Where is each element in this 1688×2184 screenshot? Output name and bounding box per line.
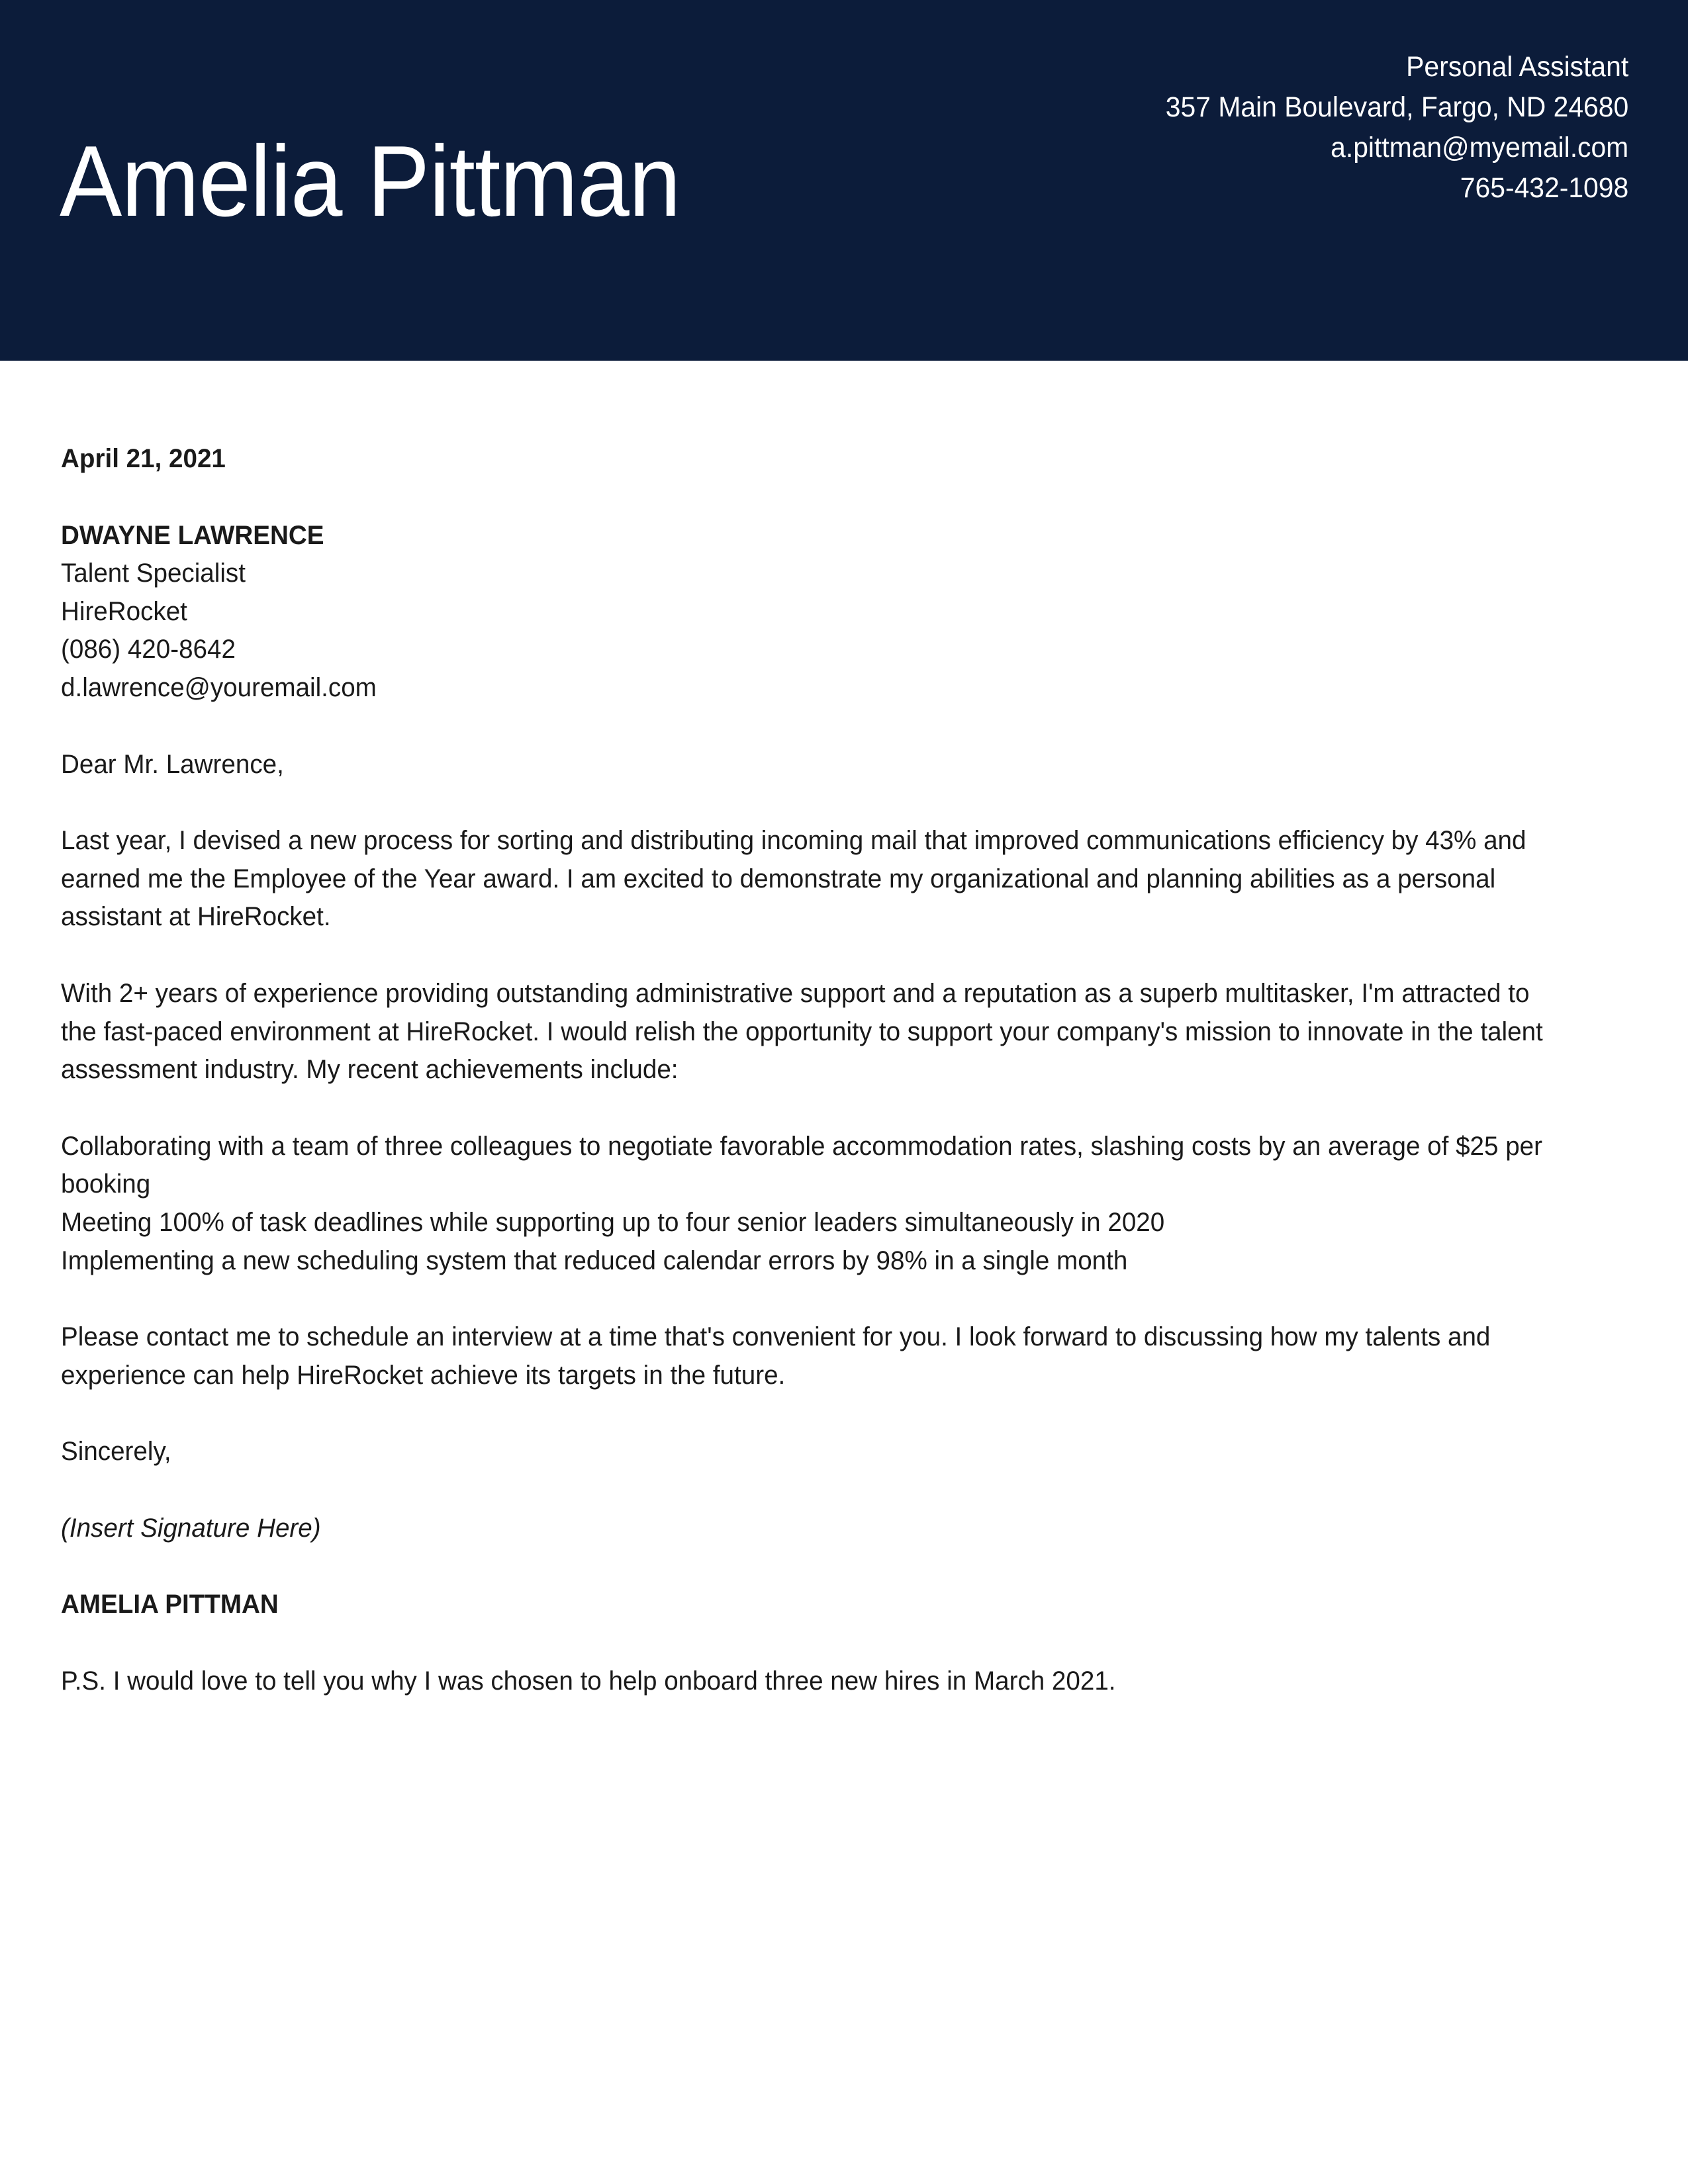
letter-body [0,361,1688,1701]
closing-salutation: Sincerely, [61,1437,171,1467]
achievement-item: Meeting 100% of task deadlines while supporting up to four senior leaders simultaneously in 2020 [61,1207,1165,1237]
recipient-name: DWAYNE LAWRENCE [61,520,324,550]
postscript: P.S. I would love to tell you why I was chosen to help onboard three new hires in March 2021. [61,1666,1116,1696]
achievement-item: Implementing a new scheduling system that reduced calendar errors by 98% in a single month [61,1246,1128,1275]
achievements-list [61,1128,1556,1280]
recipient-company: HireRocket [61,596,187,626]
applicant-name: Amelia Pittman [60,125,680,238]
letter-date: April 21, 2021 [61,444,226,473]
recipient-phone[interactable]: (086) 420-8642 [61,635,236,664]
recipient-block [61,517,1556,707]
body-paragraph-3: Please contact me to schedule an interview at a time that's convenient for you. I look forward to discussing how my talents and experience can help HireRocket achieve its targets in the future. [61,1322,1491,1390]
body-paragraph-1: Last year, I devised a new process for sorting and distributing incoming mail that improved communications efficiency by 43% and earned me the Employee of the Year award. I am excited to demonstrate my organizational and planning abilities as a personal assistant at HireRocket. [61,826,1526,932]
letter-content [61,440,1556,1701]
contact-phone[interactable]: 765-432-1098 [1460,171,1628,204]
letterhead-header [0,0,1688,361]
contact-address: 357 Main Boulevard, Fargo, ND 24680 [1165,91,1628,123]
signer-name: AMELIA PITTMAN [61,1590,279,1619]
recipient-title: Talent Specialist [61,559,246,588]
contact-block [1166,47,1628,208]
recipient-email[interactable]: d.lawrence@youremail.com [61,672,377,702]
letterhead-inner [61,0,1628,361]
contact-job-title: Personal Assistant [1405,50,1628,83]
salutation: Dear Mr. Lawrence, [61,749,284,779]
contact-email[interactable]: a.pittman@myemail.com [1330,131,1628,163]
signature-placeholder: (Insert Signature Here) [61,1513,321,1543]
body-paragraph-2: With 2+ years of experience providing outstanding administrative support and a reputation as a superb multitasker, I'm attracted to the fast-paced environment at HireRocket. I would relish the opportunity to support your company's mission to innovate in the talent assessment industry. My recent achievements include: [61,978,1543,1085]
achievement-item: Collaborating with a team of three colleagues to negotiate favorable accommodation rates, slashing costs by an average of $25 per booking [61,1131,1543,1199]
